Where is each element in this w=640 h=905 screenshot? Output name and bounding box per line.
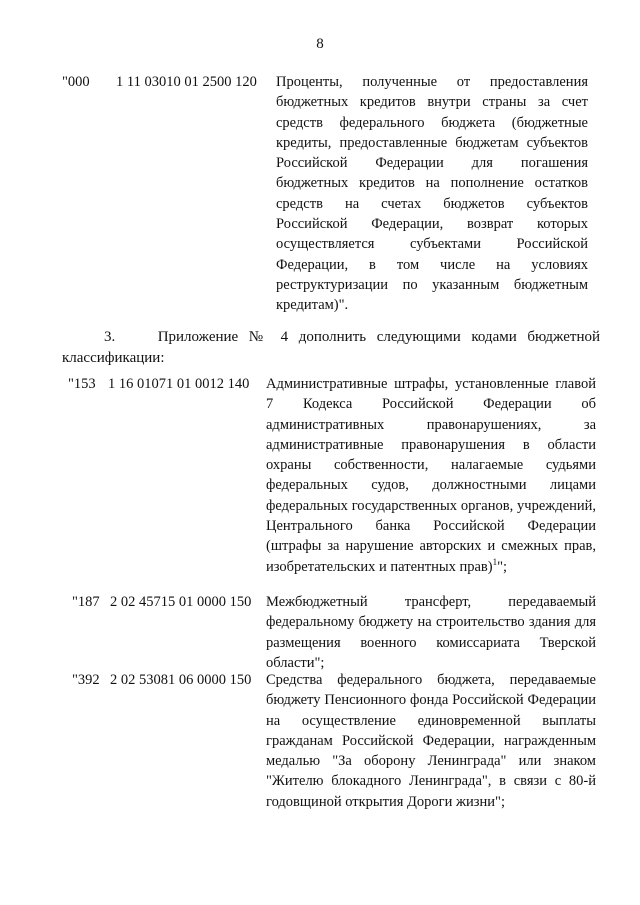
- admin-code: "000: [62, 74, 90, 90]
- classification-code: 1 11 03010 01 2500 120: [116, 74, 257, 90]
- entry-description: Межбюджетный трансферт, передаваемый федеральному бюджету на строительство здания для размещения военного комиссариата Тверской области";: [266, 594, 596, 671]
- admin-code: "392: [72, 672, 100, 688]
- classification-code: 2 02 45715 01 0000 150: [110, 594, 252, 610]
- footnote-marker: 1: [492, 556, 498, 567]
- budget-code-entry: [0, 592, 640, 672]
- classification-code: 2 02 53081 06 0000 150: [110, 672, 252, 688]
- page-number: 8: [316, 36, 324, 52]
- budget-code-entry: [0, 670, 640, 840]
- paragraph-number: 3.: [104, 329, 116, 345]
- classification-code: 1 16 01071 01 0012 140: [108, 376, 250, 392]
- budget-code-entry: [0, 374, 640, 596]
- paragraph-text: Приложение № 4 дополнить следующими кодами бюджетной классификации:: [62, 329, 600, 366]
- entry-description: Средства федерального бюджета, передаваемые бюджету Пенсионного фонда Российской Федерации на осуществление единовременной выплаты гражданам Российской Федерации, награжденным медалью "За оборону Ленинграда" или знаком "Жителю блокадного Ленинграда", в связи с 80-й годовщиной открытия Дороги жизни";: [266, 672, 596, 810]
- paragraph-3: [62, 327, 600, 369]
- admin-code: "187: [72, 594, 100, 610]
- entry-description-text: Административные штрафы, установленные главой 7 Кодекса Российской Федерации об административных правонарушениях, за административные правонарушения в области охраны собственности, налагаемые судьями федеральных судов, должностными лицами федеральных государственных органов, учреждений, Центрального банка Российской Федерации (штрафы за нарушение авторских и смежных прав, изобретательских и патентных прав): [266, 376, 596, 575]
- entry-closing-quote: ";: [497, 558, 508, 575]
- admin-code: "153: [68, 376, 96, 392]
- entry-description: [266, 374, 596, 577]
- entry-description: Проценты, полученные от предоставления бюджетных кредитов внутри страны за счет средств федерального бюджета (бюджетные кредиты, предоставленные бюджетам субъектов Российской Федерации для погашения бюджетных кредитов на пополнение остатков средств на счетах бюджетов субъектов Российской Федерации, возврат которых осуществляется субъектами Российской Федерации, в том числе на условиях реструктуризации по указанным бюджетным кредитам)".: [276, 74, 588, 314]
- top-budget-code-entry: [0, 72, 640, 322]
